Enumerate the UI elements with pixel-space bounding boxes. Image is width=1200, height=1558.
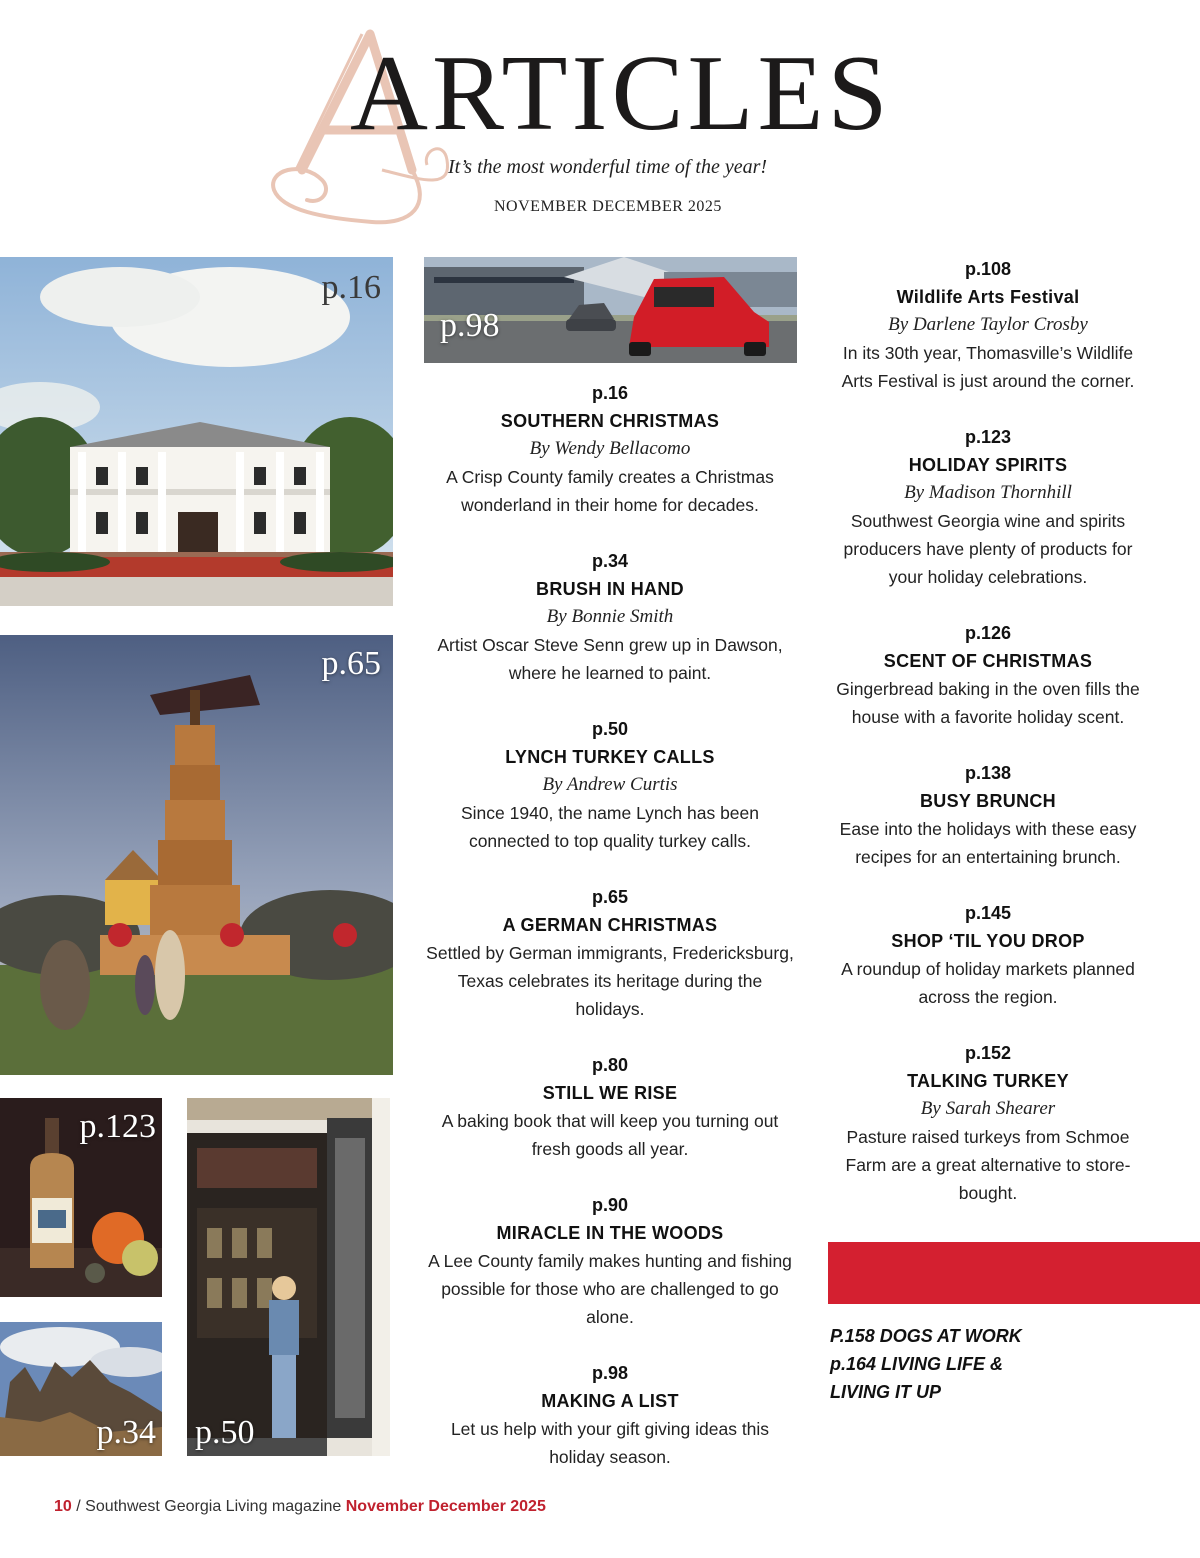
article-title: BUSY BRUNCH	[920, 791, 1056, 811]
article-page: p.108	[964, 259, 1012, 279]
article-title: SCENT OF CHRISTMAS	[883, 651, 1093, 671]
article-page: p.145	[964, 903, 1012, 923]
photo-label: p.65	[321, 645, 381, 682]
photo-p34[interactable]	[0, 1322, 162, 1456]
article-item[interactable]	[424, 1191, 796, 1331]
plantation-house-photo-icon	[0, 257, 393, 606]
article-title: TALKING TURKEY	[907, 1071, 1069, 1091]
article-title: STILL WE RISE	[542, 1083, 678, 1103]
more-article-link[interactable]: P.158 DOGS AT WORK	[830, 1326, 1022, 1346]
more-article-link-continued[interactable]: LIVING IT UP	[830, 1382, 942, 1402]
article-title: SOUTHERN CHRISTMAS	[500, 411, 720, 431]
footer-separator: /	[71, 1498, 86, 1515]
article-page: p.126	[964, 623, 1012, 643]
article-description: A Crisp County family creates a Christmas wonderland in their home for decades.	[446, 467, 774, 515]
article-description: Settled by German immigrants, Fredericksburg, Texas celebrates its heritage during the holidays.	[426, 943, 794, 1019]
article-title: MIRACLE IN THE WOODS	[496, 1223, 724, 1243]
article-page: p.50	[591, 719, 629, 739]
article-item[interactable]	[424, 715, 796, 855]
article-description: Gingerbread baking in the oven fills the house with a favorite holiday scent.	[836, 679, 1140, 727]
article-description: Artist Oscar Steve Senn grew up in Dawson, where he learned to paint.	[437, 635, 783, 683]
photo-label: p.98	[440, 307, 500, 344]
article-author: By Madison Thornhill	[904, 482, 1072, 503]
article-description: Since 1940, the name Lynch has been connected to top quality turkey calls.	[460, 803, 760, 851]
article-page: p.152	[964, 1043, 1012, 1063]
article-title: MAKING A LIST	[541, 1391, 679, 1411]
articles-middle-column	[424, 379, 796, 1499]
article-item[interactable]	[826, 619, 1150, 731]
accent-bar	[828, 1242, 1200, 1304]
more-articles-list	[830, 1322, 1022, 1406]
article-author: By Sarah Shearer	[920, 1098, 1056, 1119]
photo-label: p.16	[321, 269, 381, 306]
article-description: A roundup of holiday markets planned across the region.	[841, 959, 1135, 1007]
article-title: HOLIDAY SPIRITS	[908, 455, 1068, 475]
photo-p98[interactable]	[424, 257, 797, 363]
article-item[interactable]	[424, 1359, 796, 1471]
article-item[interactable]	[826, 899, 1150, 1011]
storefront-photo-icon	[187, 1098, 390, 1456]
photo-p123[interactable]	[0, 1098, 162, 1297]
photo-p16[interactable]	[0, 257, 393, 606]
tagline: It’s the most wonderful time of the year!	[448, 156, 768, 178]
article-page: p.98	[591, 1363, 629, 1383]
article-item[interactable]	[424, 547, 796, 687]
article-item[interactable]	[826, 1039, 1150, 1207]
article-item[interactable]	[424, 1051, 796, 1163]
article-description: Let us help with your gift giving ideas this holiday season.	[450, 1419, 770, 1467]
page-footer	[54, 1498, 546, 1516]
article-description: In its 30th year, Thomasville’s Wildlife Arts Festival is just around the corner.	[841, 343, 1135, 391]
article-description: Pasture raised turkeys from Schmoe Farm are a great alternative to store-bought.	[845, 1127, 1131, 1203]
article-title: Wildlife Arts Festival	[896, 287, 1080, 307]
photo-p50[interactable]	[187, 1098, 390, 1456]
photo-label: p.34	[96, 1414, 156, 1451]
article-page: p.65	[591, 887, 629, 907]
article-description: A baking book that will keep you turning out fresh goods all year.	[441, 1111, 779, 1159]
article-item[interactable]	[826, 423, 1150, 591]
article-page: p.123	[964, 427, 1012, 447]
article-description: A Lee County family makes hunting and fishing possible for those who are challenged to go alone.	[428, 1251, 792, 1327]
article-title: A GERMAN CHRISTMAS	[502, 915, 718, 935]
christmas-pyramid-photo-icon	[0, 635, 393, 1075]
article-page: p.138	[964, 763, 1012, 783]
article-item[interactable]	[424, 379, 796, 519]
article-page: p.34	[591, 551, 629, 571]
article-description: Ease into the holidays with these easy recipes for an entertaining brunch.	[839, 819, 1137, 867]
more-article-link[interactable]: p.164 LIVING LIFE &	[830, 1354, 1004, 1374]
article-author: By Andrew Curtis	[542, 774, 678, 795]
page-title: ARTICLES	[350, 34, 892, 153]
article-item[interactable]	[424, 883, 796, 1023]
article-item[interactable]	[826, 255, 1150, 395]
magazine-name: Southwest Georgia Living magazine	[85, 1498, 346, 1515]
page-number: 10	[54, 1498, 72, 1515]
article-page: p.16	[591, 383, 629, 403]
issue-date: NOVEMBER DECEMBER 2025	[494, 198, 722, 215]
article-page: p.80	[591, 1055, 629, 1075]
article-description: Southwest Georgia wine and spirits producers have plenty of products for your holiday celebrations.	[843, 511, 1133, 587]
article-title: BRUSH IN HAND	[536, 579, 684, 599]
article-title: LYNCH TURKEY CALLS	[505, 747, 715, 767]
articles-right-column	[826, 255, 1150, 1235]
photo-p65[interactable]	[0, 635, 393, 1075]
article-author: By Wendy Bellacomo	[529, 438, 691, 459]
article-page: p.90	[591, 1195, 629, 1215]
photo-label: p.50	[195, 1414, 255, 1451]
footer-issue-date: November December 2025	[345, 1498, 546, 1515]
article-author: By Darlene Taylor Crosby	[888, 314, 1088, 335]
article-item[interactable]	[826, 759, 1150, 871]
photo-label: p.123	[79, 1108, 156, 1145]
article-title: SHOP ‘TIL YOU DROP	[891, 931, 1085, 951]
article-author: By Bonnie Smith	[546, 606, 674, 627]
